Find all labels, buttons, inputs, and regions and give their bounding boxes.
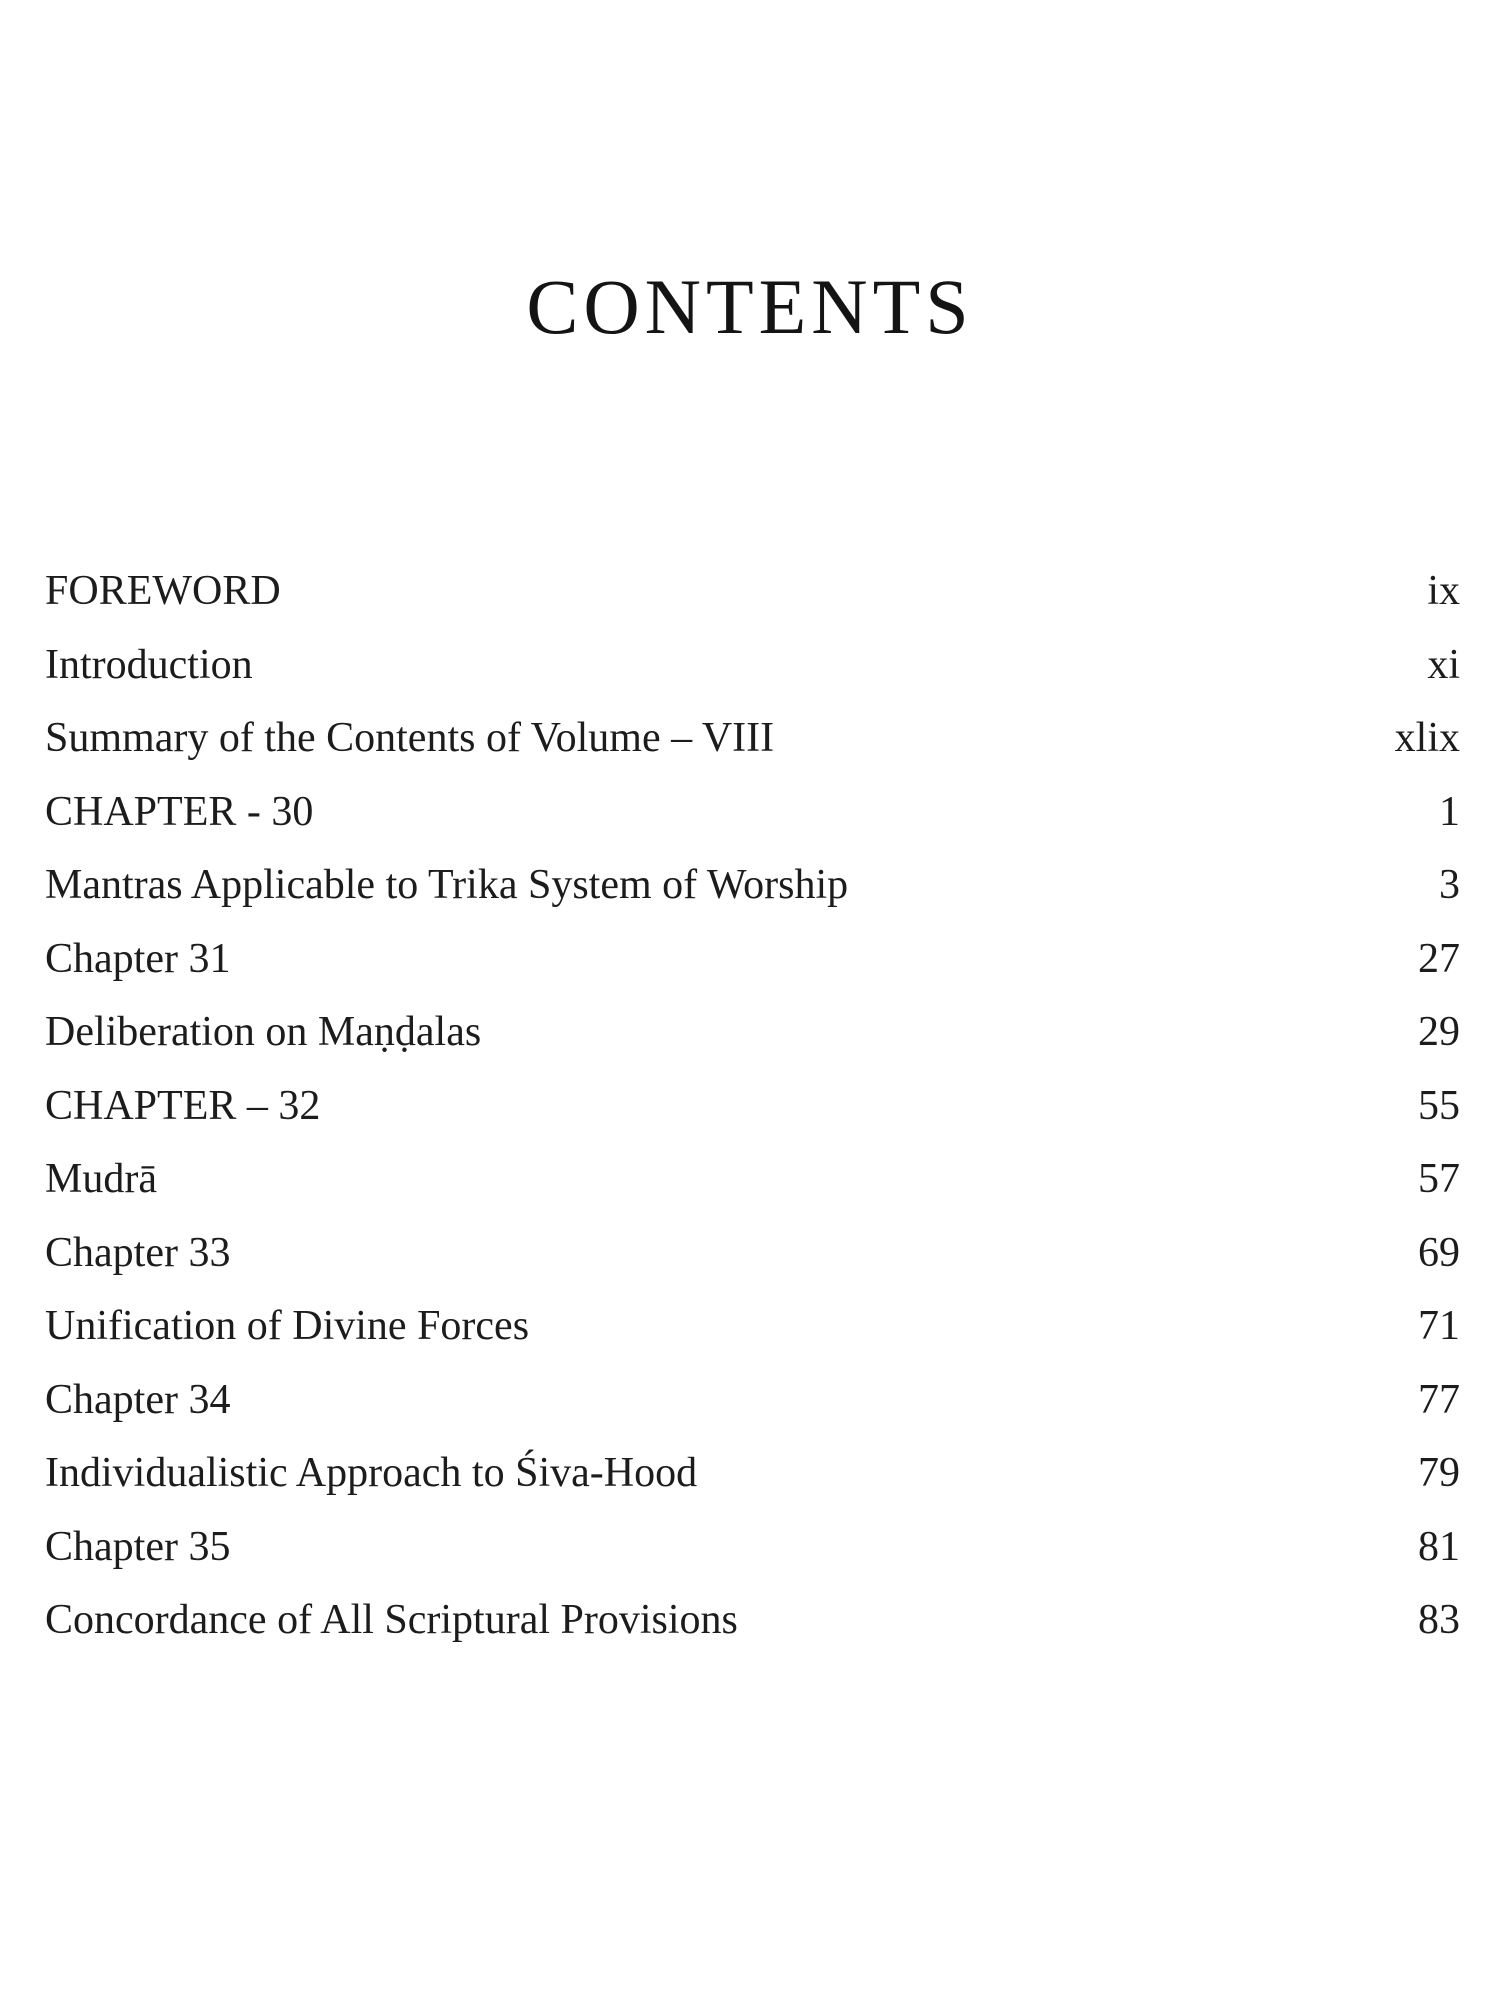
toc-entry-label: Concordance of All Scriptural Provisions	[45, 1597, 738, 1643]
toc-entry-label: Individualistic Approach to Śiva-Hood	[45, 1450, 698, 1496]
toc-entry-label: Chapter 31	[45, 935, 231, 982]
toc-entry-page: 3	[1439, 862, 1460, 908]
toc-entry-mandalas	[45, 996, 1460, 1070]
toc-entry-page: 81	[1418, 1523, 1460, 1570]
toc-entry-label: Unification of Divine Forces	[45, 1303, 530, 1349]
toc-entry-concordance	[45, 1584, 1460, 1658]
toc-entry-foreword	[45, 555, 1460, 629]
toc-entry-chapter-31	[45, 923, 1460, 997]
toc-entry-label: Deliberation on Maṇḍalas	[45, 1009, 482, 1055]
toc-entry-label: CHAPTER - 30	[45, 788, 314, 835]
toc-entry-label: Chapter 35	[45, 1523, 231, 1570]
table-of-contents	[45, 555, 1460, 1658]
toc-entry-page: 83	[1418, 1597, 1460, 1643]
toc-entry-page: xi	[1427, 641, 1460, 688]
toc-entry-chapter-35	[45, 1511, 1460, 1585]
toc-entry-page: ix	[1427, 568, 1460, 614]
toc-entry-siva-hood	[45, 1437, 1460, 1511]
toc-entry-introduction	[45, 629, 1460, 703]
toc-entry-label: Summary of the Contents of Volume – VIII	[45, 715, 775, 761]
page-title: CONTENTS	[526, 263, 974, 350]
toc-entry-label: Mudrā	[45, 1156, 157, 1202]
toc-entry-mantras	[45, 849, 1460, 923]
toc-entry-chapter-33	[45, 1217, 1460, 1291]
toc-entry-page: 57	[1418, 1156, 1460, 1202]
toc-entry-page: 55	[1418, 1082, 1460, 1129]
toc-entry-label: Mantras Applicable to Trika System of Worship	[45, 862, 849, 908]
toc-entry-label: CHAPTER – 32	[45, 1082, 321, 1129]
toc-entry-page: 1	[1439, 788, 1460, 835]
toc-entry-label: FOREWORD	[45, 568, 281, 614]
toc-entry-label: Chapter 34	[45, 1376, 231, 1423]
toc-entry-page: 79	[1418, 1450, 1460, 1496]
toc-entry-page: 77	[1418, 1376, 1460, 1423]
toc-entry-chapter-34	[45, 1364, 1460, 1438]
toc-entry-summary	[45, 702, 1460, 776]
toc-entry-chapter-32	[45, 1070, 1460, 1144]
toc-entry-page: 69	[1418, 1229, 1460, 1276]
toc-entry-page: 27	[1418, 935, 1460, 982]
toc-entry-unification	[45, 1290, 1460, 1364]
toc-entry-page: 71	[1418, 1303, 1460, 1349]
toc-entry-mudra	[45, 1143, 1460, 1217]
toc-entry-label: Introduction	[45, 641, 253, 688]
toc-entry-label: Chapter 33	[45, 1229, 231, 1276]
toc-entry-page: 29	[1418, 1009, 1460, 1055]
toc-entry-page: xlix	[1394, 715, 1460, 761]
toc-entry-chapter-30	[45, 776, 1460, 850]
